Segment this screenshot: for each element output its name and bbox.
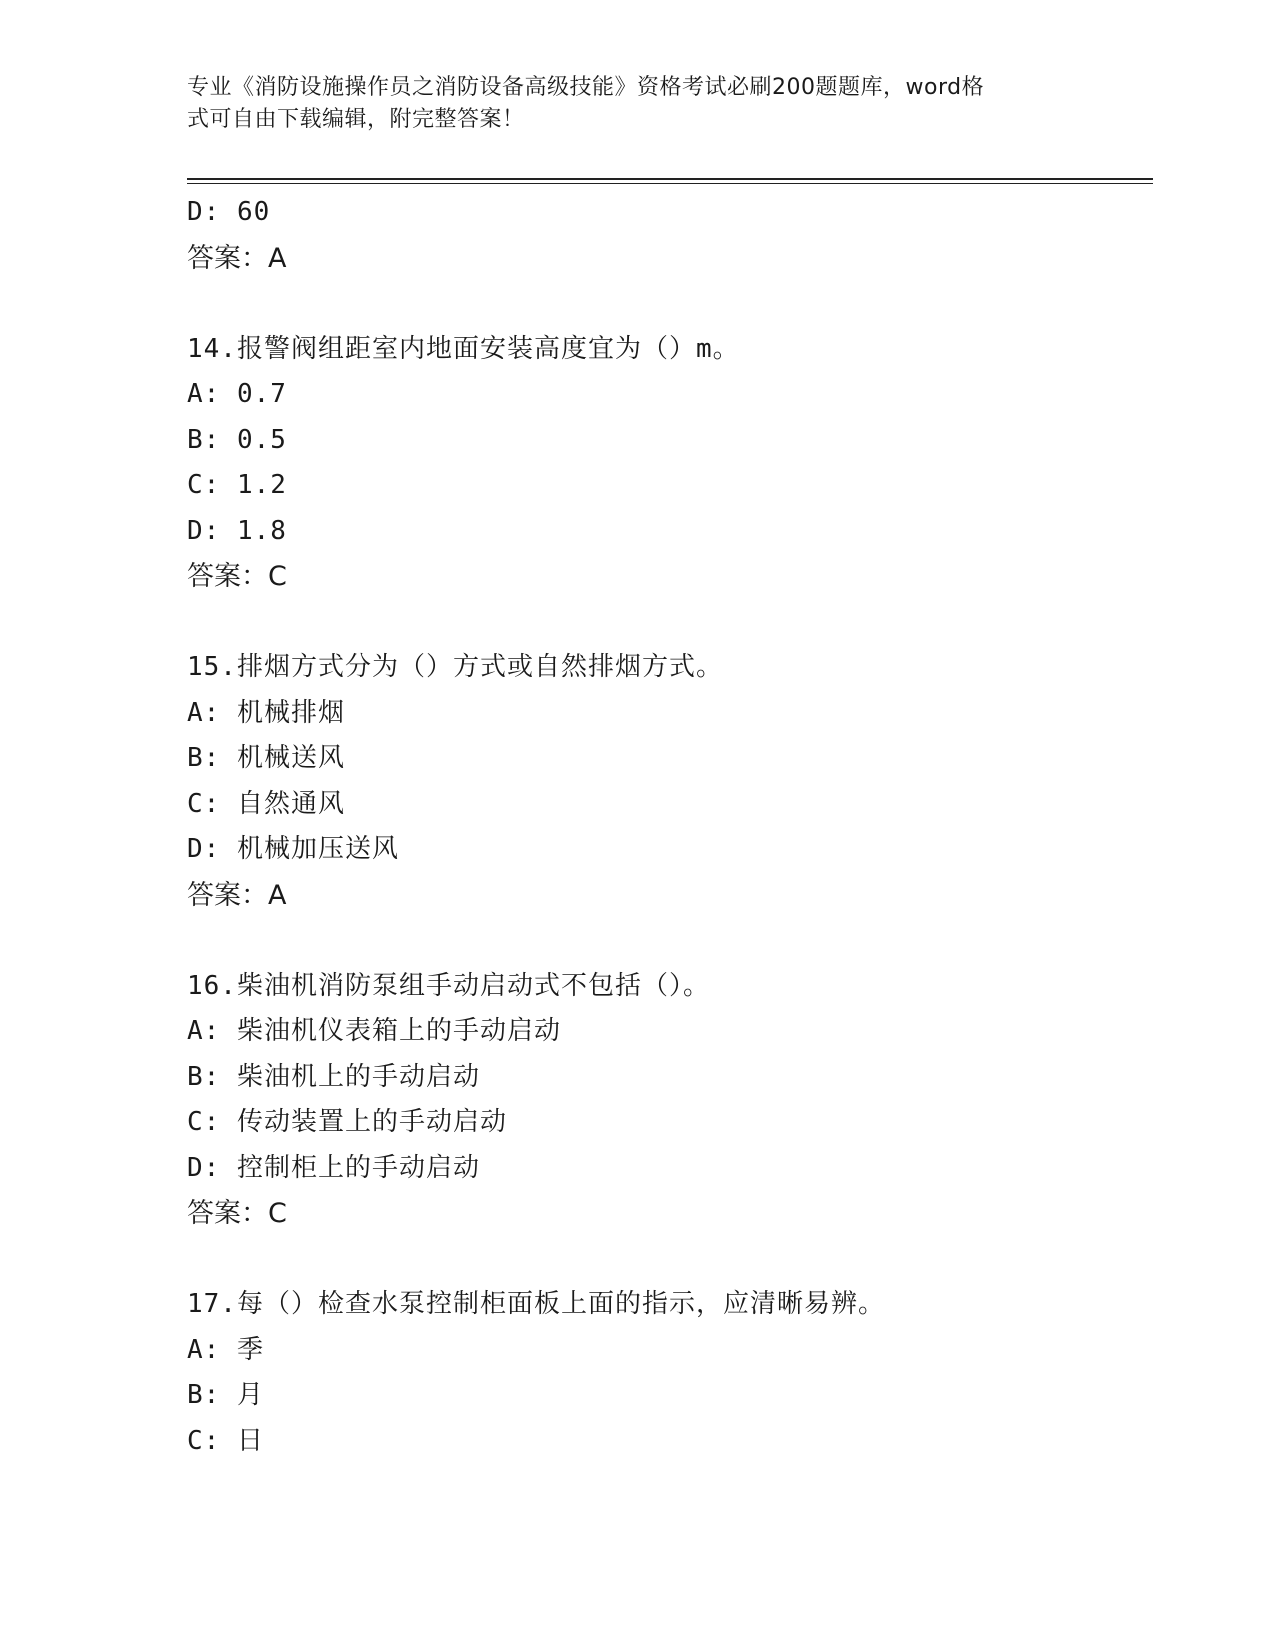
option-b: B: 0.5 (187, 424, 287, 455)
option-c: C: 1.2 (187, 470, 287, 500)
question-list (187, 190, 1147, 1464)
answer-line: 答案：C (187, 1198, 287, 1229)
option-b: B: 柴油机上的手动启动 (187, 1061, 480, 1092)
question-14 (187, 327, 1147, 646)
option-d: D: 1.8 (187, 515, 287, 546)
option-a: A: 机械排烟 (187, 697, 345, 728)
option-c: C: 传动装置上的手动启动 (187, 1107, 507, 1137)
question-15 (187, 645, 1147, 964)
option-d: D: 控制柜上的手动启动 (187, 1152, 480, 1183)
answer-line: 答案：A (187, 879, 287, 911)
spacer (187, 918, 1147, 964)
option-d: D: 机械加压送风 (187, 834, 399, 864)
header-divider-thin (187, 183, 1153, 184)
option-a: A: 柴油机仪表箱上的手动启动 (187, 1016, 561, 1046)
option-c: C: 自然通风 (187, 788, 345, 819)
option-b: B: 月 (187, 1380, 264, 1410)
header-line-1: 专业《消防设施操作员之消防设备高级技能》资格考试必刷200题题库，word格 (187, 75, 985, 100)
header-line-2: 式可自由下载编辑，附完整答案！ (187, 107, 525, 132)
question-stem: 15.排烟方式分为（）方式或自然排烟方式。 (187, 652, 723, 682)
option-d: D: 60 (187, 197, 271, 227)
question-stem: 14.报警阀组距室内地面安装高度宜为（）m。 (187, 333, 740, 364)
header-divider-thick (187, 178, 1153, 180)
document-header (187, 72, 1067, 136)
spacer (187, 1237, 1147, 1283)
question-stem: 17.每（）检查水泵控制柜面板上面的指示，应清晰易辨。 (187, 1289, 885, 1319)
option-c: C: 日 (187, 1425, 264, 1456)
answer-line: 答案：C (187, 561, 287, 592)
answer-line: 答案：A (187, 242, 287, 274)
option-b: B: 机械送风 (187, 743, 345, 773)
option-a: A: 0.7 (187, 379, 287, 409)
question-stem: 16.柴油机消防泵组手动启动式不包括（）。 (187, 970, 710, 1001)
option-a: A: 季 (187, 1334, 264, 1365)
question-17 (187, 1282, 1147, 1464)
question-16 (187, 964, 1147, 1283)
spacer (187, 600, 1147, 646)
spacer (187, 281, 1147, 327)
